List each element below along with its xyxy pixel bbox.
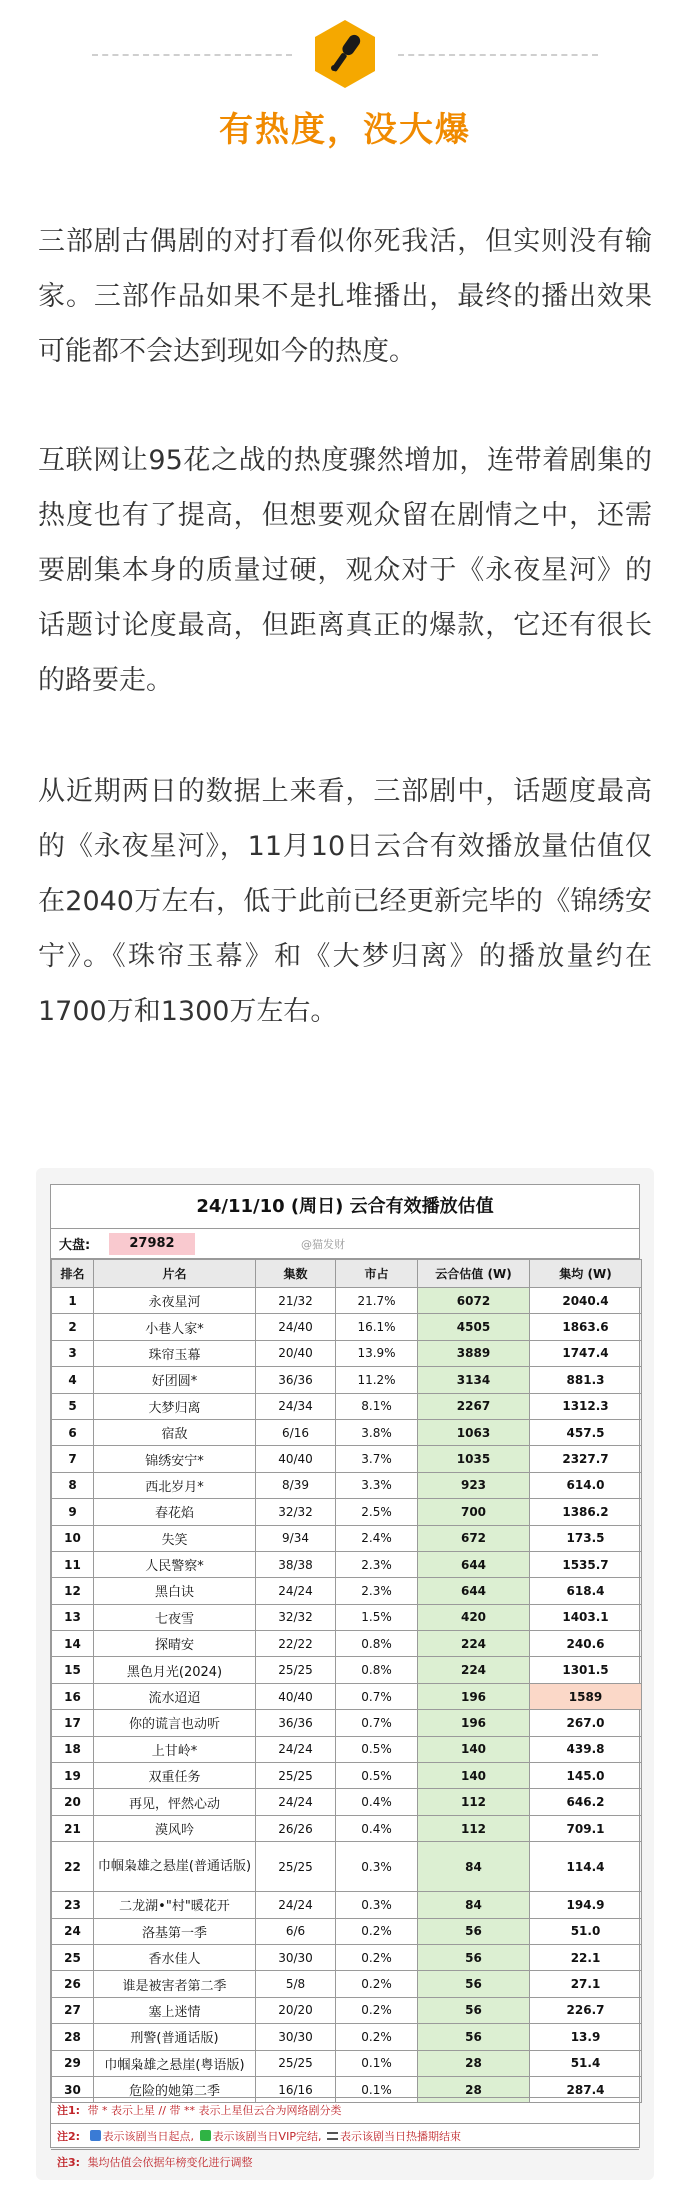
section-title: 有热度，没大爆	[219, 110, 471, 150]
cell-average: 194.9	[530, 1892, 642, 1918]
cell-estimate: 644	[418, 1551, 530, 1577]
cell-average: 2327.7	[530, 1446, 642, 1472]
cell-average: 145.0	[530, 1763, 642, 1789]
cell-episodes: 36/36	[256, 1367, 336, 1393]
cell-title: 漠风吟	[94, 1815, 256, 1841]
cell-title: 你的谎言也动听	[94, 1710, 256, 1736]
cell-rank: 8	[52, 1472, 94, 1498]
cell-share: 0.8%	[336, 1631, 418, 1657]
paragraph-1: 三部剧古偶剧的对打看似你死我活，但实则没有输家。三部作品如果不是扎堆播出，最终的播出效果可能都不会达到现如今的热度。	[38, 226, 652, 367]
cell-title: 谁是被害者第二季	[94, 1971, 256, 1997]
cell-average: 709.1	[530, 1815, 642, 1841]
cell-average: 2040.4	[530, 1288, 642, 1314]
cell-title: 流水迢迢	[94, 1683, 256, 1709]
cell-average: 1386.2	[530, 1499, 642, 1525]
cell-share: 11.2%	[336, 1367, 418, 1393]
cell-estimate: 224	[418, 1657, 530, 1683]
cell-title: 好团圆*	[94, 1367, 256, 1393]
cell-average: 173.5	[530, 1525, 642, 1551]
cell-rank: 11	[52, 1551, 94, 1577]
cell-share: 21.7%	[336, 1288, 418, 1314]
cell-rank: 26	[52, 1971, 94, 1997]
table-row	[52, 1657, 642, 1683]
cell-estimate: 3889	[418, 1340, 530, 1366]
cell-estimate: 644	[418, 1578, 530, 1604]
cell-rank: 14	[52, 1631, 94, 1657]
cell-episodes: 38/38	[256, 1551, 336, 1577]
end-flag-icon	[327, 2132, 338, 2140]
cell-title: 二龙湖•"村"暖花开	[94, 1892, 256, 1918]
cell-estimate: 84	[418, 1892, 530, 1918]
cell-average: 27.1	[530, 1971, 642, 1997]
cell-estimate: 224	[418, 1631, 530, 1657]
cell-share: 13.9%	[336, 1340, 418, 1366]
cell-episodes: 32/32	[256, 1499, 336, 1525]
cell-estimate: 196	[418, 1710, 530, 1736]
cell-title: 黑色月光(2024)	[94, 1657, 256, 1683]
cell-episodes: 20/20	[256, 1997, 336, 2023]
cell-estimate: 28	[418, 2076, 530, 2102]
cell-rank: 12	[52, 1578, 94, 1604]
cell-episodes: 32/32	[256, 1604, 336, 1630]
cell-average: 1747.4	[530, 1340, 642, 1366]
cell-share: 0.7%	[336, 1710, 418, 1736]
dashed-divider-right	[398, 54, 598, 56]
cell-estimate: 56	[418, 1997, 530, 2023]
cell-share: 2.5%	[336, 1499, 418, 1525]
cell-episodes: 40/40	[256, 1683, 336, 1709]
cell-share: 0.2%	[336, 1944, 418, 1970]
cell-rank: 30	[52, 2076, 94, 2102]
microphone-icon	[312, 18, 378, 90]
table-row	[52, 1551, 642, 1577]
cell-title: 上甘岭*	[94, 1736, 256, 1762]
cell-share: 0.7%	[336, 1683, 418, 1709]
cell-share: 0.2%	[336, 2024, 418, 2050]
cell-title: 探晴安	[94, 1631, 256, 1657]
cell-rank: 20	[52, 1789, 94, 1815]
cell-rank: 7	[52, 1446, 94, 1472]
cell-title: 宿敌	[94, 1419, 256, 1445]
cell-title: 永夜星河	[94, 1288, 256, 1314]
cell-estimate: 56	[418, 1944, 530, 1970]
market-total-label: 大盘:	[59, 1238, 91, 1253]
cell-estimate: 4505	[418, 1314, 530, 1340]
cell-estimate: 700	[418, 1499, 530, 1525]
cell-episodes: 25/25	[256, 1763, 336, 1789]
cell-title: 双重任务	[94, 1763, 256, 1789]
cell-share: 0.3%	[336, 1892, 418, 1918]
cell-average: 51.0	[530, 1918, 642, 1944]
cell-share: 0.2%	[336, 1971, 418, 1997]
header-average: 集均 (W)	[530, 1260, 642, 1288]
table-row	[52, 1842, 642, 1892]
cell-episodes: 25/25	[256, 1657, 336, 1683]
cell-average: 439.8	[530, 1736, 642, 1762]
cell-average: 226.7	[530, 1997, 642, 2023]
cell-title: 春花焰	[94, 1499, 256, 1525]
cell-share: 0.2%	[336, 1997, 418, 2023]
cell-estimate: 112	[418, 1789, 530, 1815]
cell-average: 614.0	[530, 1472, 642, 1498]
cell-title: 巾帼枭雄之悬崖(粤语版)	[94, 2050, 256, 2076]
cell-rank: 4	[52, 1367, 94, 1393]
cell-estimate: 84	[418, 1842, 530, 1892]
cell-average: 51.4	[530, 2050, 642, 2076]
cell-average: 22.1	[530, 1944, 642, 1970]
cell-average: 881.3	[530, 1367, 642, 1393]
cell-episodes: 40/40	[256, 1446, 336, 1472]
cell-title: 黑白诀	[94, 1578, 256, 1604]
cell-average: 457.5	[530, 1419, 642, 1445]
cell-rank: 18	[52, 1736, 94, 1762]
cell-average: 1589	[530, 1683, 642, 1709]
cell-estimate: 140	[418, 1763, 530, 1789]
cell-title: 危险的她第二季	[94, 2076, 256, 2102]
cell-rank: 10	[52, 1525, 94, 1551]
sheet-title: 24/11/10 (周日) 云合有效播放估值	[51, 1185, 639, 1229]
table-row	[52, 1367, 642, 1393]
cell-estimate: 6072	[418, 1288, 530, 1314]
header-estimate: 云合估值 (W)	[418, 1260, 530, 1288]
cell-episodes: 24/24	[256, 1578, 336, 1604]
cell-episodes: 24/24	[256, 1736, 336, 1762]
cell-episodes: 25/25	[256, 1842, 336, 1892]
table-row	[52, 1419, 642, 1445]
cell-average: 267.0	[530, 1710, 642, 1736]
cell-episodes: 30/30	[256, 2024, 336, 2050]
cell-title: 锦绣安宁*	[94, 1446, 256, 1472]
cell-episodes: 5/8	[256, 1971, 336, 1997]
table-row	[52, 1499, 642, 1525]
cell-average: 1535.7	[530, 1551, 642, 1577]
ratings-table	[51, 1259, 642, 2103]
cell-average: 1312.3	[530, 1393, 642, 1419]
cell-estimate: 923	[418, 1472, 530, 1498]
cell-average: 1403.1	[530, 1604, 642, 1630]
cell-average: 287.4	[530, 2076, 642, 2102]
cell-estimate: 28	[418, 2050, 530, 2076]
cell-estimate: 1035	[418, 1446, 530, 1472]
cell-title: 巾帼枭雄之悬崖(普通话版)	[94, 1842, 256, 1892]
cell-rank: 6	[52, 1419, 94, 1445]
table-header-row	[52, 1260, 642, 1288]
cell-episodes: 20/40	[256, 1340, 336, 1366]
cell-episodes: 6/16	[256, 1419, 336, 1445]
cell-rank: 22	[52, 1842, 94, 1892]
cell-estimate: 2267	[418, 1393, 530, 1419]
cell-title: 洛基第一季	[94, 1918, 256, 1944]
cell-share: 0.3%	[336, 1842, 418, 1892]
ratings-sheet	[50, 1184, 640, 2169]
market-total-row	[51, 1229, 639, 1259]
table-row	[52, 1314, 642, 1340]
table-row	[52, 1944, 642, 1970]
cell-share: 0.4%	[336, 1815, 418, 1841]
cell-title: 刑警(普通话版)	[94, 2024, 256, 2050]
cell-share: 0.1%	[336, 2050, 418, 2076]
table-row	[52, 1789, 642, 1815]
cell-estimate: 1063	[418, 1419, 530, 1445]
cell-title: 珠帘玉幕	[94, 1340, 256, 1366]
cell-title: 大梦归离	[94, 1393, 256, 1419]
cell-estimate: 3134	[418, 1367, 530, 1393]
table-row	[52, 1525, 642, 1551]
cell-share: 0.2%	[336, 1918, 418, 1944]
cell-share: 16.1%	[336, 1314, 418, 1340]
cell-rank: 2	[52, 1314, 94, 1340]
table-row	[52, 2024, 642, 2050]
cell-episodes: 21/32	[256, 1288, 336, 1314]
cell-share: 3.3%	[336, 1472, 418, 1498]
table-row	[52, 1763, 642, 1789]
table-row	[52, 1340, 642, 1366]
cell-rank: 28	[52, 2024, 94, 2050]
cell-average: 13.9	[530, 2024, 642, 2050]
cell-episodes: 25/25	[256, 2050, 336, 2076]
cell-rank: 1	[52, 1288, 94, 1314]
cell-share: 2.3%	[336, 1551, 418, 1577]
table-row	[52, 1683, 642, 1709]
table-row	[52, 1710, 642, 1736]
cell-share: 0.8%	[336, 1657, 418, 1683]
dashed-divider-left	[92, 54, 292, 56]
cell-episodes: 30/30	[256, 1944, 336, 1970]
table-row	[52, 1393, 642, 1419]
table-row	[52, 1604, 642, 1630]
table-row	[52, 1472, 642, 1498]
header-episodes: 集数	[256, 1260, 336, 1288]
table-row	[52, 1892, 642, 1918]
cell-episodes: 16/16	[256, 2076, 336, 2102]
cell-title: 再见，怦然心动	[94, 1789, 256, 1815]
author-watermark: @猫发财	[301, 1237, 345, 1251]
cell-title: 西北岁月*	[94, 1472, 256, 1498]
cell-rank: 16	[52, 1683, 94, 1709]
cell-title: 失笑	[94, 1525, 256, 1551]
header-title: 片名	[94, 1260, 256, 1288]
cell-share: 3.8%	[336, 1419, 418, 1445]
cell-share: 3.7%	[336, 1446, 418, 1472]
cell-rank: 13	[52, 1604, 94, 1630]
cell-episodes: 8/39	[256, 1472, 336, 1498]
cell-title: 小巷人家*	[94, 1314, 256, 1340]
cell-rank: 5	[52, 1393, 94, 1419]
cell-episodes: 9/34	[256, 1525, 336, 1551]
cell-share: 1.5%	[336, 1604, 418, 1630]
cell-average: 240.6	[530, 1631, 642, 1657]
cell-episodes: 24/34	[256, 1393, 336, 1419]
table-row	[52, 1815, 642, 1841]
vip-finish-check-icon	[200, 2130, 211, 2141]
table-row	[52, 2050, 642, 2076]
cell-title: 七夜雪	[94, 1604, 256, 1630]
header-share: 市占	[336, 1260, 418, 1288]
cell-rank: 19	[52, 1763, 94, 1789]
cell-average: 646.2	[530, 1789, 642, 1815]
cell-episodes: 36/36	[256, 1710, 336, 1736]
cell-average: 618.4	[530, 1578, 642, 1604]
cell-share: 0.5%	[336, 1763, 418, 1789]
cell-rank: 17	[52, 1710, 94, 1736]
start-marker-icon	[90, 2130, 101, 2141]
market-total-value: 27982	[109, 1233, 195, 1255]
ratings-image[interactable]	[36, 1168, 654, 2180]
cell-estimate: 140	[418, 1736, 530, 1762]
cell-estimate: 56	[418, 1918, 530, 1944]
table-row	[52, 1997, 642, 2023]
cell-average: 114.4	[530, 1842, 642, 1892]
cell-estimate: 196	[418, 1683, 530, 1709]
table-notes	[51, 2097, 639, 2175]
cell-estimate: 420	[418, 1604, 530, 1630]
cell-episodes: 24/40	[256, 1314, 336, 1340]
table-row	[52, 1736, 642, 1762]
cell-estimate: 672	[418, 1525, 530, 1551]
paragraph-3: 从近期两日的数据上来看，三部剧中，话题度最高的《永夜星河》，11月10日云合有效播放量估值仅在2040万左右，低于此前已经更新完毕的《锦绣安宁》。《珠帘玉幕》和《大梦归离》的播放量约在1700万和1300万左右。	[38, 776, 652, 1027]
cell-title: 人民警察*	[94, 1551, 256, 1577]
paragraph-2: 互联网让95花之战的热度骤然增加，连带着剧集的热度也有了提高，但想要观众留在剧情之中，还需要剧集本身的质量过硬，观众对于《永夜星河》的话题讨论度最高，但距离真正的爆款，它还有很长的路要走。	[38, 445, 652, 696]
cell-average: 1301.5	[530, 1657, 642, 1683]
cell-estimate: 56	[418, 1971, 530, 1997]
note-1: 注1: 带 * 表示上星 // 带 ** 表示上星但云合为网络剧分类	[51, 2097, 639, 2123]
section-header	[0, 0, 690, 96]
cell-share: 0.5%	[336, 1736, 418, 1762]
cell-estimate: 112	[418, 1815, 530, 1841]
cell-rank: 29	[52, 2050, 94, 2076]
cell-average: 1863.6	[530, 1314, 642, 1340]
cell-rank: 3	[52, 1340, 94, 1366]
cell-rank: 25	[52, 1944, 94, 1970]
cell-rank: 15	[52, 1657, 94, 1683]
table-row	[52, 1288, 642, 1314]
cell-share: 8.1%	[336, 1393, 418, 1419]
cell-rank: 9	[52, 1499, 94, 1525]
cell-rank: 23	[52, 1892, 94, 1918]
cell-estimate: 56	[418, 2024, 530, 2050]
cell-episodes: 24/24	[256, 1892, 336, 1918]
cell-share: 0.4%	[336, 1789, 418, 1815]
header-rank: 排名	[52, 1260, 94, 1288]
cell-title: 香水佳人	[94, 1944, 256, 1970]
table-row	[52, 1578, 642, 1604]
cell-rank: 24	[52, 1918, 94, 1944]
table-row	[52, 1918, 642, 1944]
cell-episodes: 24/24	[256, 1789, 336, 1815]
cell-rank: 21	[52, 1815, 94, 1841]
cell-share: 2.3%	[336, 1578, 418, 1604]
cell-rank: 27	[52, 1997, 94, 2023]
cell-share: 2.4%	[336, 1525, 418, 1551]
table-row	[52, 1446, 642, 1472]
table-row	[52, 1631, 642, 1657]
cell-episodes: 6/6	[256, 1918, 336, 1944]
cell-title: 塞上迷情	[94, 1997, 256, 2023]
cell-episodes: 22/22	[256, 1631, 336, 1657]
cell-share: 0.1%	[336, 2076, 418, 2102]
cell-episodes: 26/26	[256, 1815, 336, 1841]
table-row	[52, 1971, 642, 1997]
note-3: 注3: 集均估值会依据年榜变化进行调整	[51, 2149, 639, 2175]
note-2: 注2: 表示该剧当日起点, 表示该剧当日VIP完结, 表示该剧当日热播期结束	[51, 2123, 639, 2149]
